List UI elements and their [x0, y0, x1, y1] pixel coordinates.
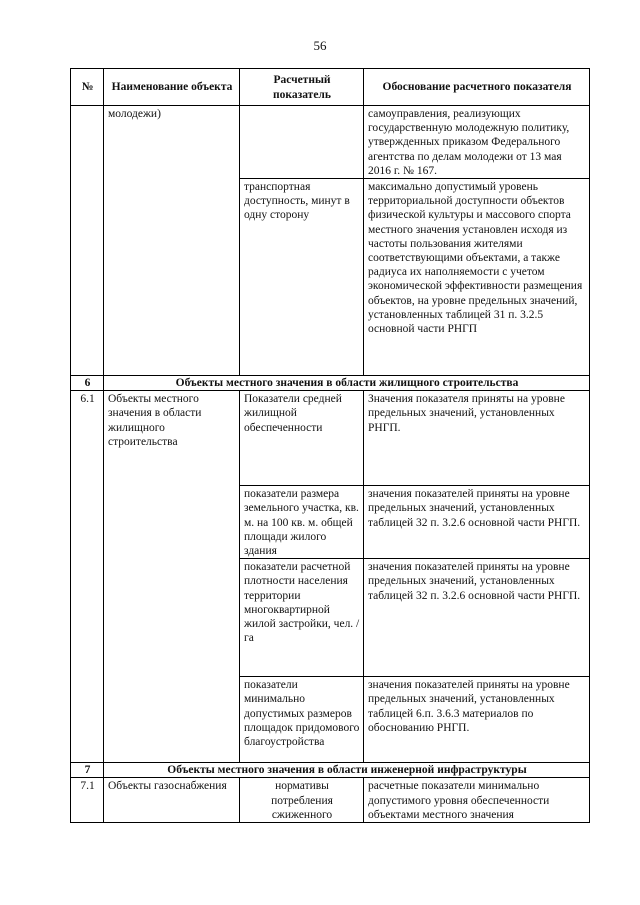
page-number: 56	[313, 38, 327, 53]
cell-indicator: Показатели средней жилищной обеспеченности	[240, 391, 364, 486]
section-number: 7	[71, 763, 104, 778]
cell-indicator: нормативы потребления сжиженного	[240, 778, 364, 823]
header-basis: Обоснование расчетного показателя	[364, 69, 590, 106]
cell-indicator: показатели расчетной плотности населения территории многоквартирной жилой застройки, чел. / га	[240, 559, 364, 677]
header-object-name: Наименование объекта	[104, 69, 240, 106]
section-row	[71, 763, 590, 778]
cell-basis: значения показателей приняты на уровне предельных значений, установленных таблицей 32 п. 3.2.6 основной части РНГП.	[364, 559, 590, 677]
table-row	[71, 778, 590, 823]
cell-object-name: молодежи)	[104, 106, 240, 376]
table-header-row	[71, 69, 590, 106]
cell-number	[71, 106, 104, 376]
cell-indicator: показатели размера земельного участка, кв. м. на 100 кв. м. общей площади жилого здания	[240, 486, 364, 559]
cell-basis: значения показателей приняты на уровне предельных значений, установленных таблицей 6.п. 3.6.3 материалов по обоснованию РНГП.	[364, 677, 590, 763]
norms-table	[70, 68, 590, 823]
cell-basis: самоуправления, реализующих государственную молодежную политику, утвержденных приказом Федерального агентства по делам молодежи от 13 мая 2016 г. № 167.	[364, 106, 590, 179]
cell-basis: максимально допустимый уровень территориальной доступности объектов физической культуры и массового спорта местного значения установлен исходя из частоты пользования жителями соответствующими объектами, а также радиуса их наполняемости с учетом экономической эффективности размещения объектов, на уровне предельных значений, установленных таблицей 31 п. 3.2.5 основной части РНГП	[364, 179, 590, 376]
table-row	[71, 391, 590, 486]
header-number: №	[71, 69, 104, 106]
section-title: Объекты местного значения в области инженерной инфраструктуры	[104, 763, 590, 778]
cell-basis: значения показателей приняты на уровне предельных значений, установленных таблицей 32 п. 3.2.6 основной части РНГП.	[364, 486, 590, 559]
cell-object-name: Объекты газоснабжения	[104, 778, 240, 823]
cell-object-name: Объекты местного значения в области жилищного строительства	[104, 391, 240, 763]
table-row	[71, 106, 590, 179]
section-title: Объекты местного значения в области жилищного строительства	[104, 376, 590, 391]
cell-indicator: показатели минимально допустимых размеров площадок придомового благоустройства	[240, 677, 364, 763]
header-indicator: Расчетный показатель	[240, 69, 364, 106]
cell-number: 7.1	[71, 778, 104, 823]
section-row	[71, 376, 590, 391]
cell-basis: расчетные показатели минимально допустимого уровня обеспеченности объектами местного значения	[364, 778, 590, 823]
cell-indicator: транспортная доступность, минут в одну сторону	[240, 179, 364, 376]
section-number: 6	[71, 376, 104, 391]
cell-indicator	[240, 106, 364, 179]
cell-number: 6.1	[71, 391, 104, 763]
cell-basis: Значения показателя приняты на уровне предельных значений, установленных РНГП.	[364, 391, 590, 486]
